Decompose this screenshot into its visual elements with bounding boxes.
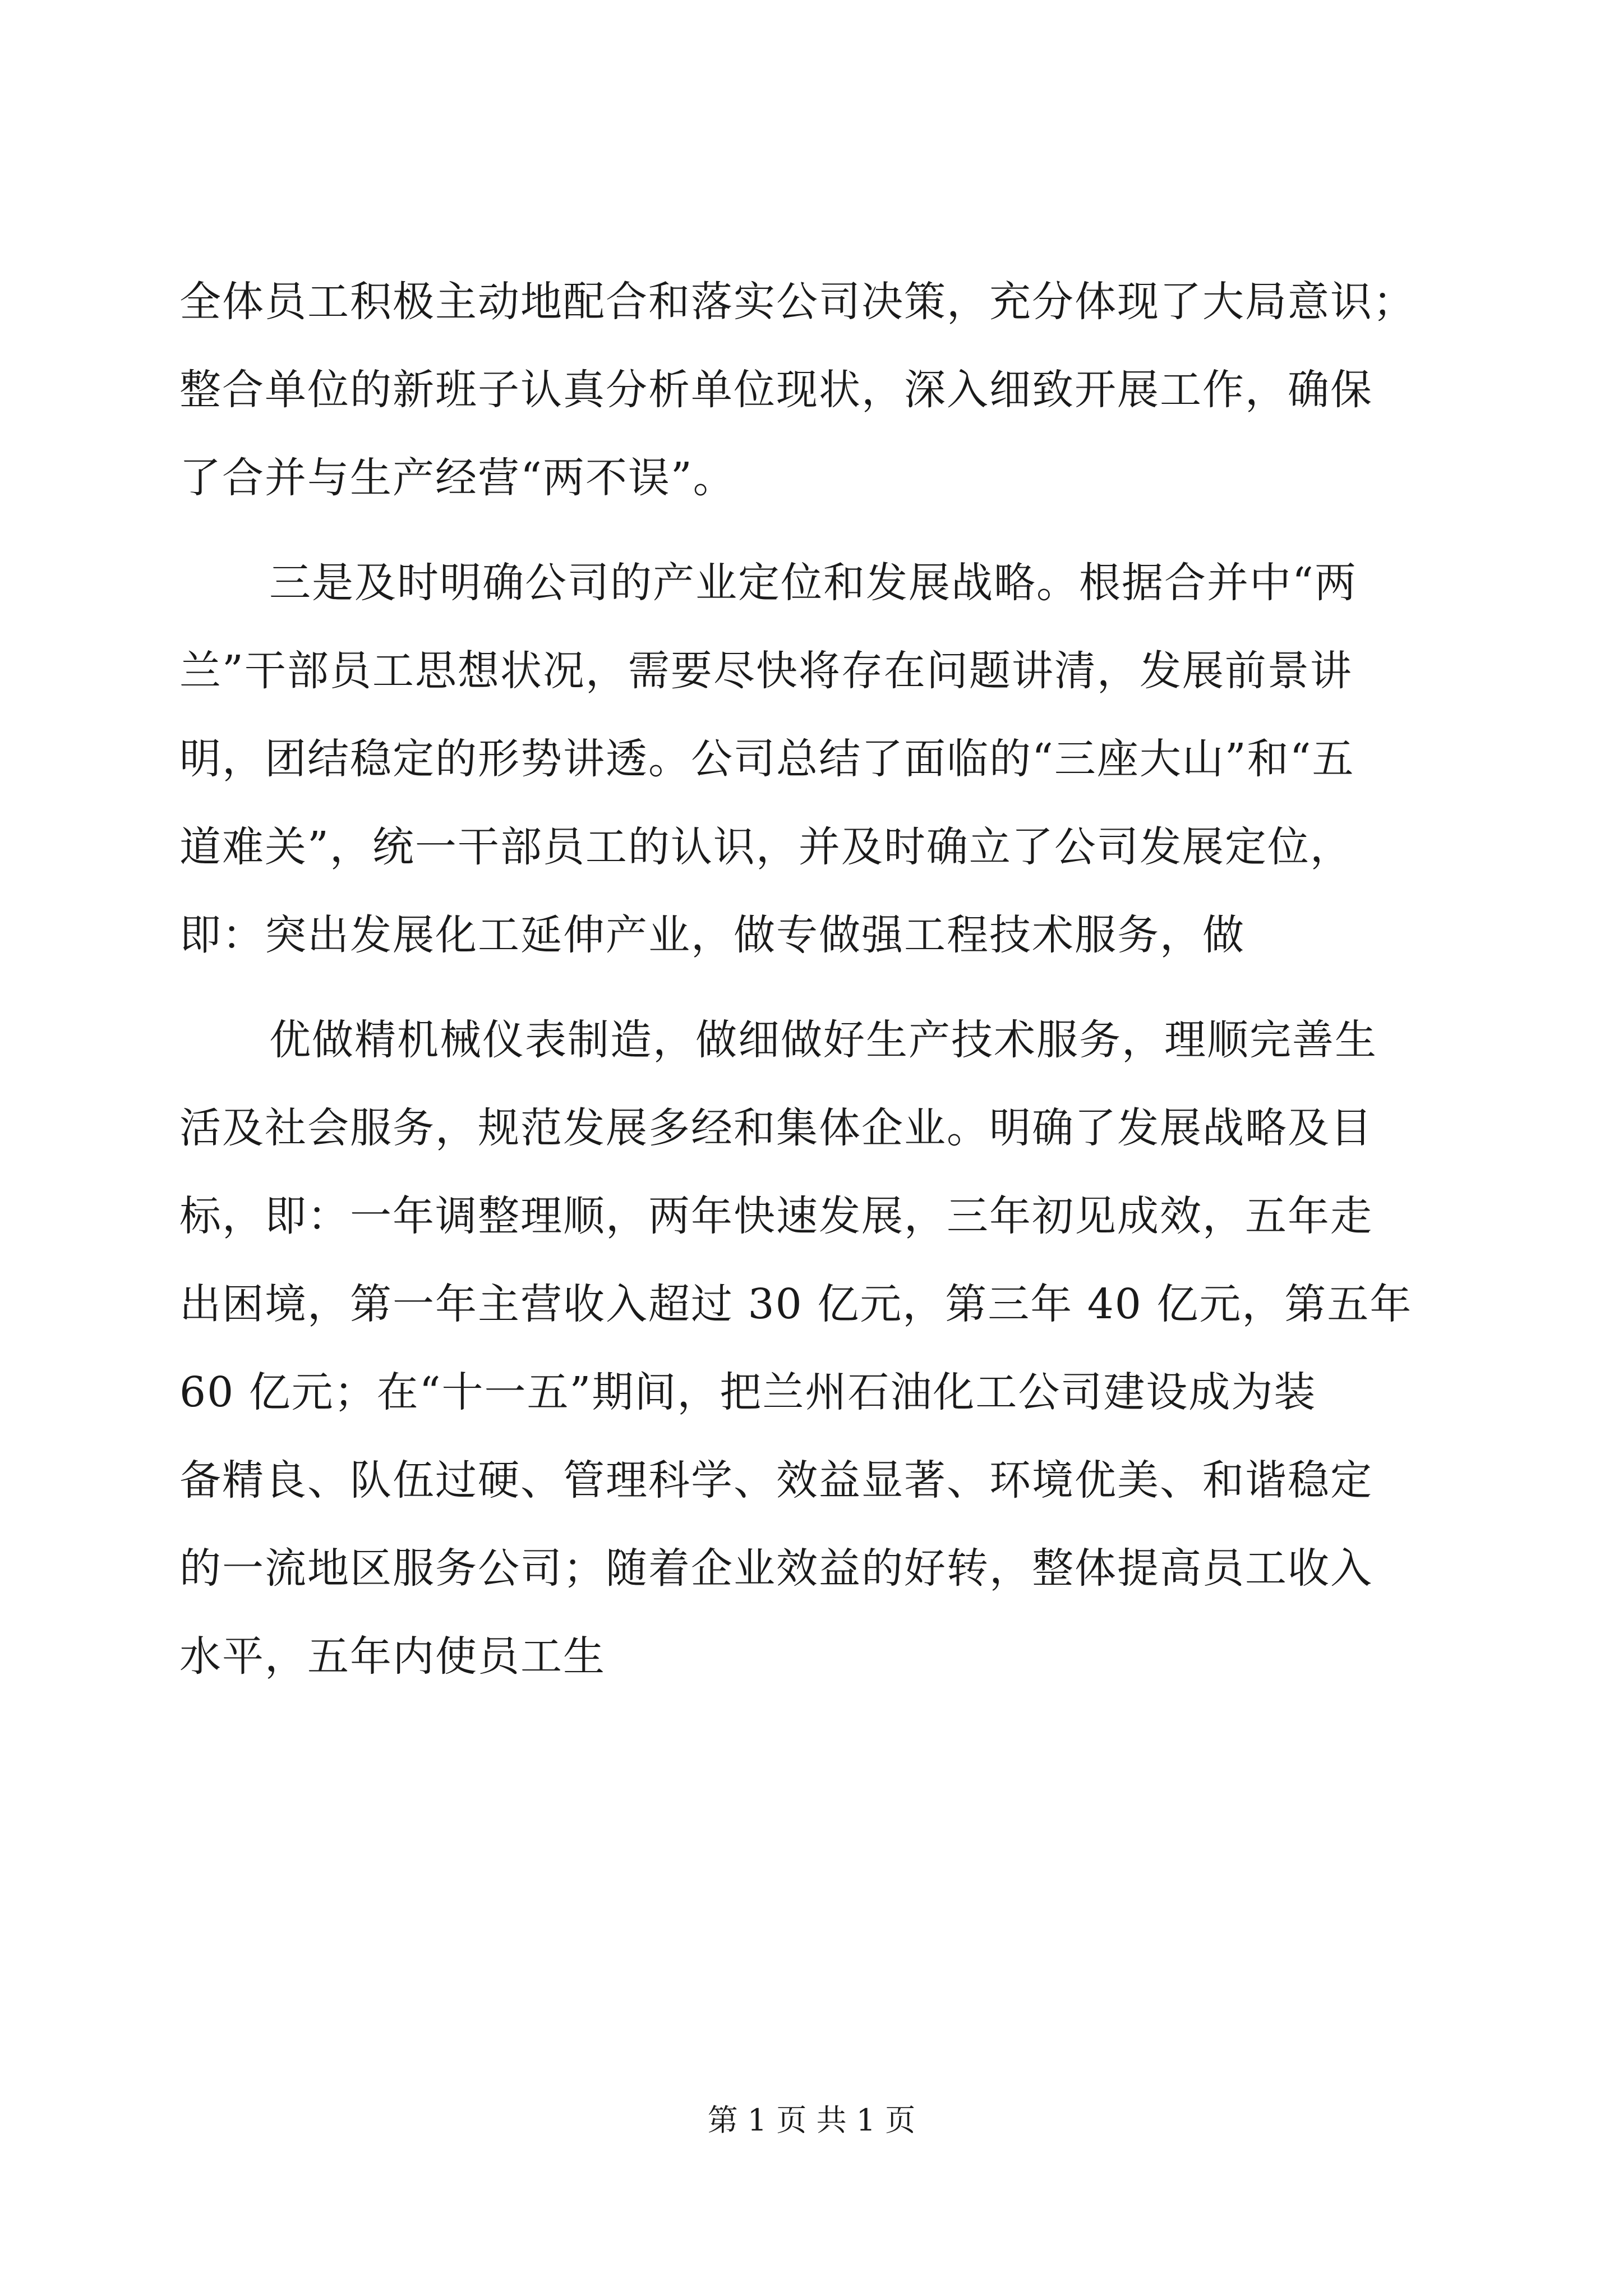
paragraph-3 (179, 996, 1458, 1701)
text-line: 即：突出发展化工延伸产业，做专做强工程技术服务，做 (179, 911, 1245, 959)
page-number: 第 1 页 共 1 页 (707, 2102, 916, 2138)
text-line: 全体员工积极主动地配合和落实公司决策，充分体现了大局意识； (179, 278, 1415, 326)
text-line: 出困境，第一年主营收入超过 30 亿元，第三年 40 亿元，第五年 (179, 1280, 1413, 1328)
page-footer (0, 2098, 1623, 2143)
text-line: 的一流地区服务公司；随着企业效益的好转，整体提高员工收入 (179, 1544, 1373, 1593)
text-line: 活及社会服务，规范发展多经和集体企业。明确了发展战略及目 (179, 1104, 1373, 1152)
text-line: 优做精机械仪表制造，做细做好生产技术服务，理顺完善生 (269, 1016, 1377, 1064)
text-line: 明，团结稳定的形势讲透。公司总结了面临的“三座大山”和“五 (179, 735, 1355, 783)
paragraph-2 (179, 539, 1458, 979)
text-line: 三是及时明确公司的产业定位和发展战略。根据合并中“两 (269, 559, 1357, 607)
paragraph-1 (179, 258, 1458, 522)
text-line: 备精良、队伍过硬、管理科学、效益显著、环境优美、和谐稳定 (179, 1456, 1373, 1504)
text-line: 道难关”，统一干部员工的认识，并及时确立了公司发展定位， (179, 823, 1353, 871)
text-line: 了合并与生产经营“两不误”。 (179, 454, 736, 502)
text-line: 水平，五年内使员工生 (179, 1632, 606, 1681)
body-text (179, 258, 1458, 1701)
text-line: 60 亿元；在“十一五”期间，把兰州石油化工公司建设成为装 (179, 1368, 1317, 1416)
text-line: 整合单位的新班子认真分析单位现状，深入细致开展工作，确保 (179, 366, 1373, 414)
text-line: 兰”干部员工思想状况，需要尽快将存在问题讲清，发展前景讲 (179, 647, 1353, 695)
text-line: 标，即：一年调整理顺，两年快速发展，三年初见成效，五年走 (179, 1192, 1373, 1240)
